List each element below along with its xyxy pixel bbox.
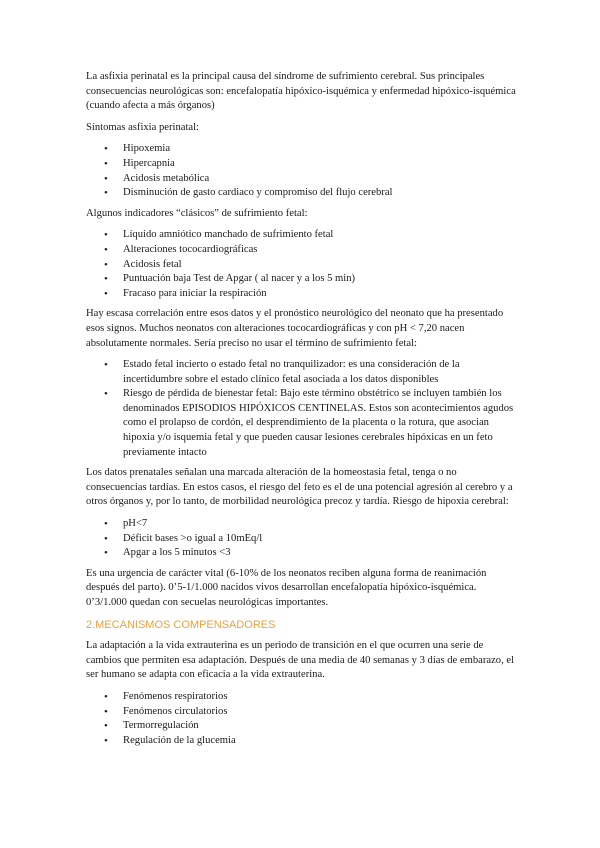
correlation-list [86, 358, 518, 460]
list-item: • Puntuación baja Test de Apgar ( al nacer y a los 5 min) [86, 272, 518, 287]
list-item: • pH<7 [86, 517, 518, 532]
list-item: • Hipercapnia [86, 157, 518, 172]
list-item: • Riesgo de pérdida de bienestar fetal: Bajo este término obstétrico se incluyen también los denominados EPISODIOS HIPÓXICOS CENTINELAS. Estos son acontecimientos agudos como el prolapso de cordón, el desprendimiento de la placenta o la rotura, que asocian hipoxia y/o isquemia fetal y que pueden causar lesiones cerebrales hipóxicas en un feto previamente intacto [86, 387, 518, 460]
indicators-list [86, 228, 518, 301]
symptoms-title: Síntomas asfixia perinatal: [86, 121, 199, 133]
intro-paragraph: La asfixia perinatal es la principal causa del síndrome de sufrimiento cerebral. Sus principales consecuencias neurológicas son: encefalopatía hipóxico-isquémica y enfermedad hipóxico-isquémica (cuando afecta a más órganos) [86, 71, 516, 112]
correlation-paragraph: Hay escasa correlación entre esos datos y el pronóstico neurológico del neonato que ha presentado esos signos. Muchos neonatos con alteraciones tococardiográficas y con pH < 7,20 nacen absolutamente normales. Sería preciso no usar el término de sufrimiento fetal: [86, 308, 504, 349]
list-item: • Apgar a los 5 minutos <3 [86, 546, 518, 561]
list-item: • Fenómenos respiratorios [86, 690, 518, 705]
mechanisms-list [86, 690, 518, 748]
symptoms-list [86, 142, 518, 200]
section2-paragraph: La adaptación a la vida extrauterina es un periodo de transición en el que ocurren una serie de cambios que permiten esa adaptación. Después de una media de 40 semanas y 3 días de embarazo, el ser humano se adapta con eficacia a la vida extrauterina. [86, 640, 515, 681]
perinatal-paragraph: Los datos prenatales señalan una marcada alteración de la homeostasia fetal, tenga o no consecuencias tardías. En estos casos, el riesgo del feto es el de una potencial agresión al cerebro y a otros órganos y, por lo tanto, de morbilidad neurológica precoz y tardía. Riesgo de hipoxia cerebral: [86, 467, 513, 508]
urgency-paragraph: Es una urgencia de carácter vital (6-10% de los neonatos reciben alguna forma de reanimación después del parto). 0’5-1/1.000 nacidos vivos desarrollan encefalopatía hipóxico-isquémica. 0’3/1.000 quedan con secuelas neurológicas importantes. [86, 567, 487, 608]
list-item: • Regulación de la glucemia [86, 734, 518, 749]
list-item: • Termorregulación [86, 719, 518, 734]
section-heading: 2.MECANISMOS COMPENSADORES [86, 618, 276, 631]
list-item: • Alteraciones tococardiográficas [86, 243, 518, 258]
list-item: • Fracaso para iniciar la respiración [86, 287, 518, 302]
list-item: • Acidosis fetal [86, 258, 518, 273]
list-item: • Disminución de gasto cardiaco y compromiso del flujo cerebral [86, 186, 518, 201]
list-item: • Fenómenos circulatorios [86, 705, 518, 720]
indicators-title: Algunos indicadores “clásicos” de sufrimiento fetal: [86, 207, 308, 219]
list-item: • Acidosis metabólica [86, 172, 518, 187]
list-item: • Déficit bases >o igual a 10mEq/l [86, 532, 518, 547]
list-item: • Líquido amniótico manchado de sufrimiento fetal [86, 228, 518, 243]
list-item: • Estado fetal incierto o estado fetal no tranquilizador: es una consideración de la incertidumbre sobre el estado clínico fetal asociada a los datos disponibles [86, 358, 518, 387]
document-body [86, 70, 518, 754]
list-item: • Hipoxemia [86, 142, 518, 157]
hypoxia-risk-list [86, 517, 518, 561]
